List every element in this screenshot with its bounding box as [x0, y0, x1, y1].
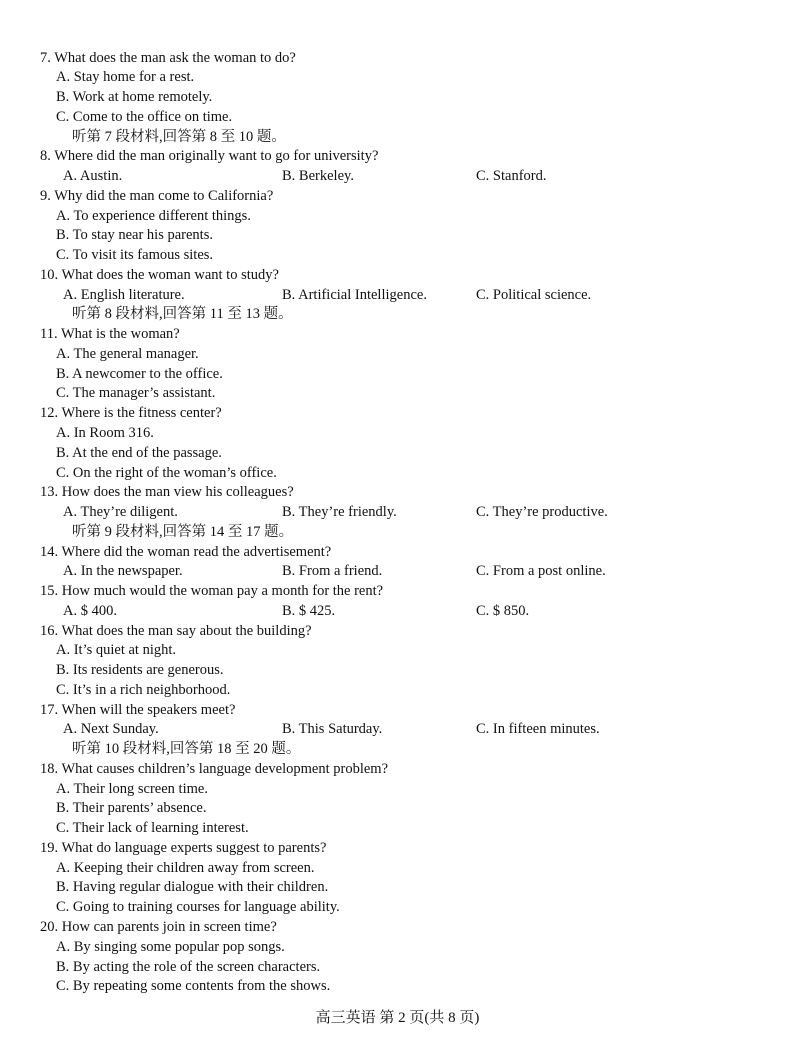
option: C. Going to training courses for language ability. [56, 899, 340, 916]
option: C. By repeating some contents from the shows. [56, 978, 331, 995]
question: 7. What does the man ask the woman to do? [40, 49, 296, 66]
question: 11. What is the woman? [40, 326, 180, 343]
option: B. A newcomer to the office. [56, 365, 223, 382]
question: 14. Where did the woman read the advertisement? [40, 543, 332, 560]
question: 12. Where is the fitness center? [40, 405, 222, 422]
question: 9. Why did the man come to California? [40, 187, 274, 204]
option-row [0, 167, 795, 187]
option-b: B. This Saturday. [282, 721, 383, 738]
option-b: B. From a friend. [282, 563, 383, 580]
question: 20. How can parents join in screen time? [40, 918, 277, 935]
question: 13. How does the man view his colleagues? [40, 484, 294, 501]
listening-instruction: 听第 10 段材料,回答第 18 至 20 题。 [72, 741, 301, 758]
question: 15. How much would the woman pay a month for the rent? [40, 583, 384, 599]
option-b: B. They’re friendly. [282, 504, 397, 520]
option: C. Come to the office on time. [56, 108, 233, 125]
question: 18. What causes children’s language development problem? [40, 760, 389, 777]
option: C. It’s in a rich neighborhood. [56, 681, 231, 698]
listening-instruction: 听第 9 段材料,回答第 14 至 17 题。 [72, 523, 294, 540]
option-a: A. Austin. [63, 168, 123, 185]
option-c: C. In fifteen minutes. [476, 721, 600, 738]
option: B. To stay near his parents. [56, 227, 213, 244]
option-a: A. English literature. [63, 286, 185, 303]
option-b: B. Artificial Intelligence. [282, 286, 427, 303]
option-row [0, 602, 795, 622]
question: 10. What does the woman want to study? [40, 266, 279, 283]
option-row [0, 562, 795, 582]
question: 8. Where did the man originally want to go for university? [40, 148, 379, 165]
option: A. To experience different things. [56, 207, 251, 224]
option: B. Their parents’ absence. [56, 800, 207, 817]
option: C. To visit its famous sites. [56, 247, 214, 264]
option: A. By singing some popular pop songs. [56, 938, 285, 955]
option: C. On the right of the woman’s office. [56, 464, 277, 481]
listening-instruction: 听第 7 段材料,回答第 8 至 10 题。 [72, 128, 286, 145]
option: B. By acting the role of the screen characters. [56, 958, 321, 975]
option: A. Keeping their children away from screen. [56, 859, 315, 876]
option-row [0, 720, 795, 740]
option-c: C. Stanford. [476, 168, 547, 185]
question: 16. What does the man say about the building? [40, 622, 312, 639]
option: C. The manager’s assistant. [56, 385, 216, 402]
option: B. Its residents are generous. [56, 662, 224, 679]
option-b: B. $ 425. [282, 602, 336, 619]
option-a: A. They’re diligent. [63, 504, 178, 520]
option-row [0, 503, 795, 523]
question: 19. What do language experts suggest to parents? [40, 839, 327, 856]
option: B. Having regular dialogue with their children. [56, 879, 329, 896]
option-c: C. Political science. [476, 286, 592, 303]
page-footer: 高三英语 第 2 页(共 8 页) [315, 1010, 480, 1026]
option: A. The general manager. [56, 345, 199, 362]
option: B. At the end of the passage. [56, 444, 222, 461]
option-a: A. $ 400. [63, 602, 117, 619]
option-row [0, 286, 795, 306]
option-a: A. Next Sunday. [63, 721, 159, 738]
option-b: B. Berkeley. [282, 168, 354, 185]
option: C. Their lack of learning interest. [56, 820, 249, 837]
option-c: C. They’re productive. [476, 504, 608, 520]
option-a: A. In the newspaper. [63, 563, 183, 580]
option: B. Work at home remotely. [56, 89, 213, 105]
option-c: C. $ 850. [476, 602, 530, 619]
question: 17. When will the speakers meet? [40, 701, 236, 718]
option: A. Their long screen time. [56, 780, 208, 797]
option: A. Stay home for a rest. [56, 69, 195, 86]
option: A. It’s quiet at night. [56, 642, 177, 659]
option-c: C. From a post online. [476, 563, 606, 580]
option: A. In Room 316. [56, 424, 154, 441]
listening-instruction: 听第 8 段材料,回答第 11 至 13 题。 [72, 306, 293, 323]
